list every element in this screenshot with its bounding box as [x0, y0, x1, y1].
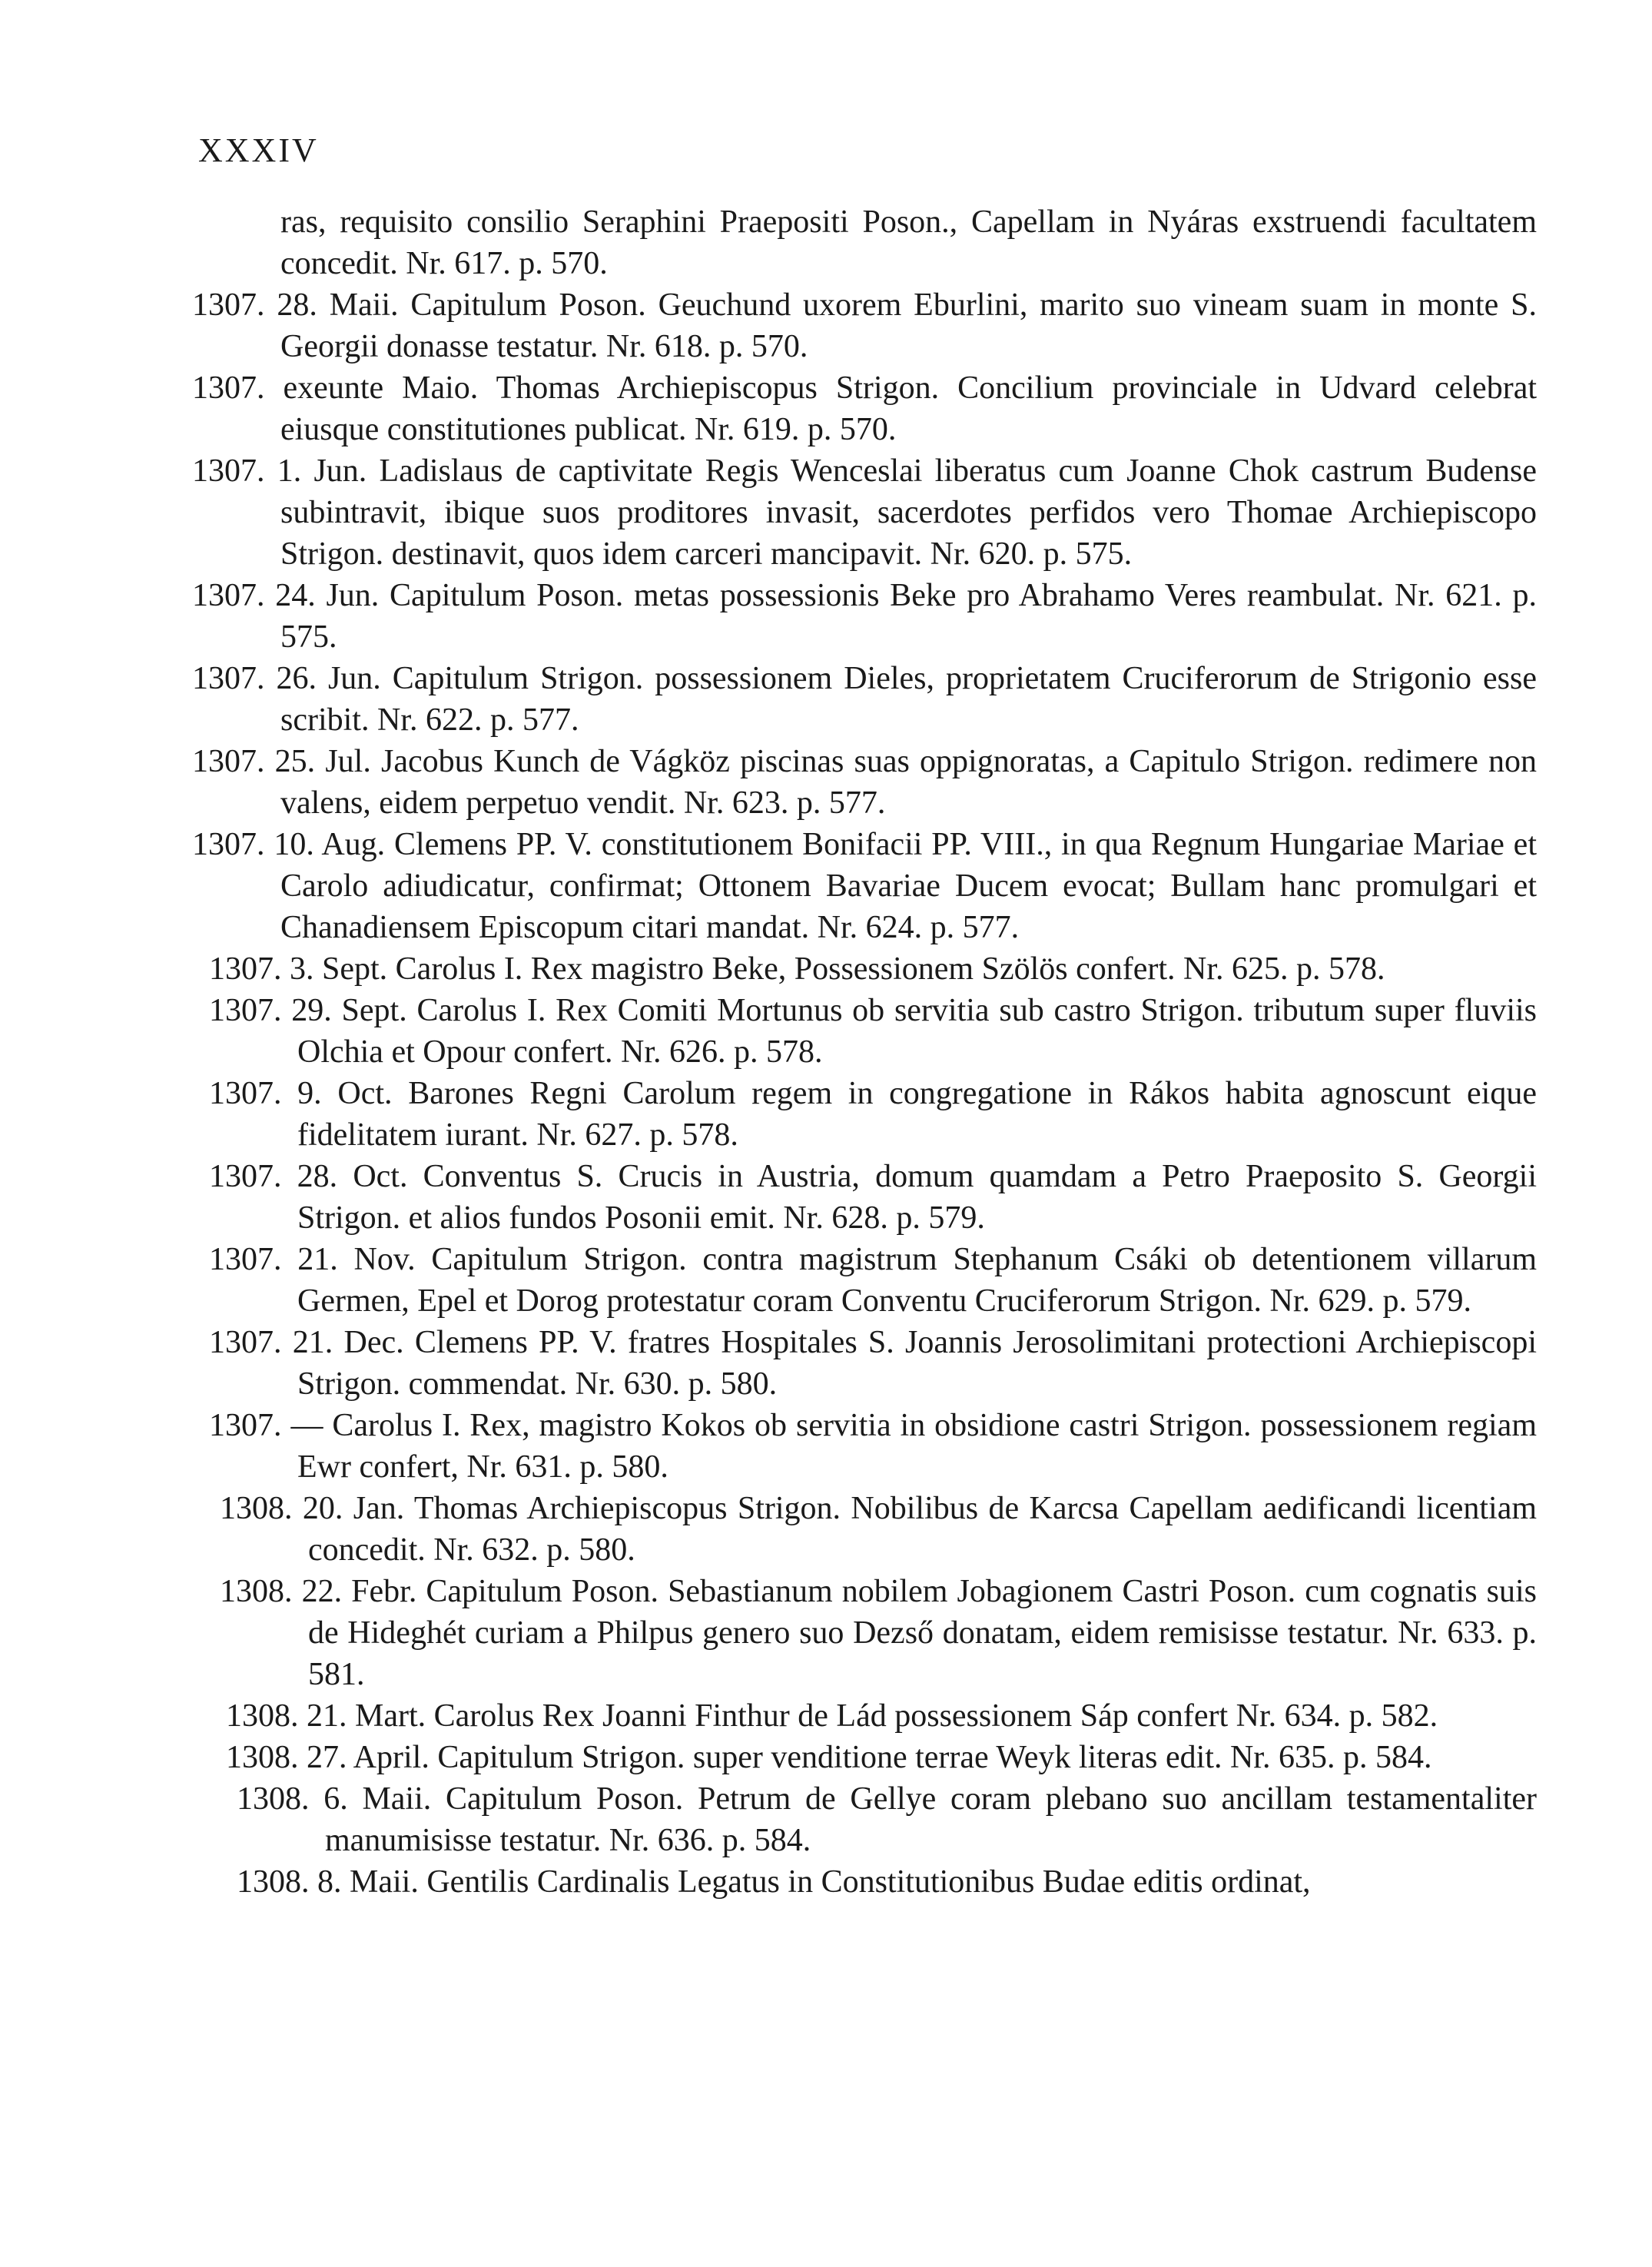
regesta-entry: 1308. 21. Mart. Carolus Rex Joanni Finthur de Lád possessionem Sáp confert Nr. 634. p. 582. — [226, 1698, 1438, 1734]
page-number: XXXIV — [198, 131, 319, 169]
regesta-entry: 1307. 28. Oct. Conventus S. Crucis in Austria, domum quamdam a Petro Praeposito S. Georgii Strigon. et alios fundos Posonii emit. Nr. 628. p. 579. — [209, 1159, 1537, 1236]
regesta-entry: 1308. 27. April. Capitulum Strigon. super venditione terrae Weyk literas edit. Nr. 635. p. 584. — [226, 1740, 1432, 1775]
regesta-entry: 1307. 21. Dec. Clemens PP. V. fratres Hospitales S. Joannis Jerosolimitani protectioni Archiepiscopi Strigon. commendat. Nr. 630. p. 580. — [209, 1325, 1537, 1402]
regesta-entry: 1307. 10. Aug. Clemens PP. V. constitutionem Bonifacii PP. VIII., in qua Regnum Hungariae Mariae et Carolo adiudicatur, confirmat; Ottonem Bavariae Ducem evocat; Bullam hanc promulgari et Chanadiensem Episcopum citari mandat. Nr. 624. p. 577. — [192, 827, 1537, 945]
regesta-entry: 1307. exeunte Maio. Thomas Archiepiscopus Strigon. Concilium provinciale in Udvard celebrat eiusque constitutiones publicat. Nr. 619. p. 570. — [192, 370, 1537, 447]
regesta-entry: 1307. 1. Jun. Ladislaus de captivitate Regis Wenceslai liberatus cum Joanne Chok castrum Budense subintravit, ibique suos proditores invasit, sacerdotes perfidos vero Thomae Archiepiscopo Strigon. destinavit, quos idem carceri mancipavit. Nr. 620. p. 575. — [192, 453, 1537, 572]
regesta-entry: 1308. 20. Jan. Thomas Archiepiscopus Strigon. Nobilibus de Karcsa Capellam aedificandi licentiam concedit. Nr. 632. p. 580. — [220, 1491, 1537, 1568]
regesta-entry: 1307. — Carolus I. Rex, magistro Kokos ob servitia in obsidione castri Strigon. possessionem regiam Ewr confert, Nr. 631. p. 580. — [209, 1408, 1537, 1485]
regesta-entry: 1307. 28. Maii. Capitulum Poson. Geuchund uxorem Eburlini, marito suo vineam suam in monte S. Georgii donasse testatur. Nr. 618. p. 570. — [192, 287, 1537, 364]
regesta-entry: 1308. 6. Maii. Capitulum Poson. Petrum de Gellye coram plebano suo ancillam testamentaliter manumisisse testatur. Nr. 636. p. 584. — [237, 1781, 1537, 1858]
regesta-entry: ras, requisito consilio Seraphini Praepositi Poson., Capellam in Nyáras exstruendi facultatem concedit. Nr. 617. p. 570. — [280, 204, 1537, 281]
regesta-entry: 1307. 21. Nov. Capitulum Strigon. contra magistrum Stephanum Csáki ob detentionem villarum Germen, Epel et Dorog protestatur coram Conventu Cruciferorum Strigon. Nr. 629. p. 579. — [209, 1242, 1537, 1319]
regesta-entry: 1307. 3. Sept. Carolus I. Rex magistro Beke, Possessionem Szölös confert. Nr. 625. p. 578. — [209, 951, 1385, 987]
regesta-entry: 1308. 8. Maii. Gentilis Cardinalis Legatus in Constitutionibus Budae editis ordinat, — [237, 1864, 1311, 1900]
regesta-entry: 1307. 24. Jun. Capitulum Poson. metas possessionis Beke pro Abrahamo Veres reambulat. Nr. 621. p. 575. — [192, 578, 1537, 655]
regesta-entry: 1307. 25. Jul. Jacobus Kunch de Vágköz piscinas suas oppignoratas, a Capitulo Strigon. redimere non valens, eidem perpetuo vendit. Nr. 623. p. 577. — [192, 744, 1537, 821]
regesta-entry: 1308. 22. Febr. Capitulum Poson. Sebastianum nobilem Jobagionem Castri Poson. cum cognatis suis de Hideghét curiam a Philpus genero suo Dezső donatam, eidem remisisse testatur. Nr. 633. p. 581. — [220, 1574, 1537, 1692]
regesta-entry: 1307. 29. Sept. Carolus I. Rex Comiti Mortunus ob servitia sub castro Strigon. tributum super fluviis Olchia et Opour confert. Nr. 626. p. 578. — [209, 993, 1537, 1070]
regesta-entry: 1307. 26. Jun. Capitulum Strigon. possessionem Dieles, proprietatem Cruciferorum de Strigonio esse scribit. Nr. 622. p. 577. — [192, 661, 1537, 738]
regesta-list — [192, 201, 1537, 1903]
regesta-entry: 1307. 9. Oct. Barones Regni Carolum regem in congregatione in Rákos habita agnoscunt eique fidelitatem iurant. Nr. 627. p. 578. — [209, 1076, 1537, 1153]
